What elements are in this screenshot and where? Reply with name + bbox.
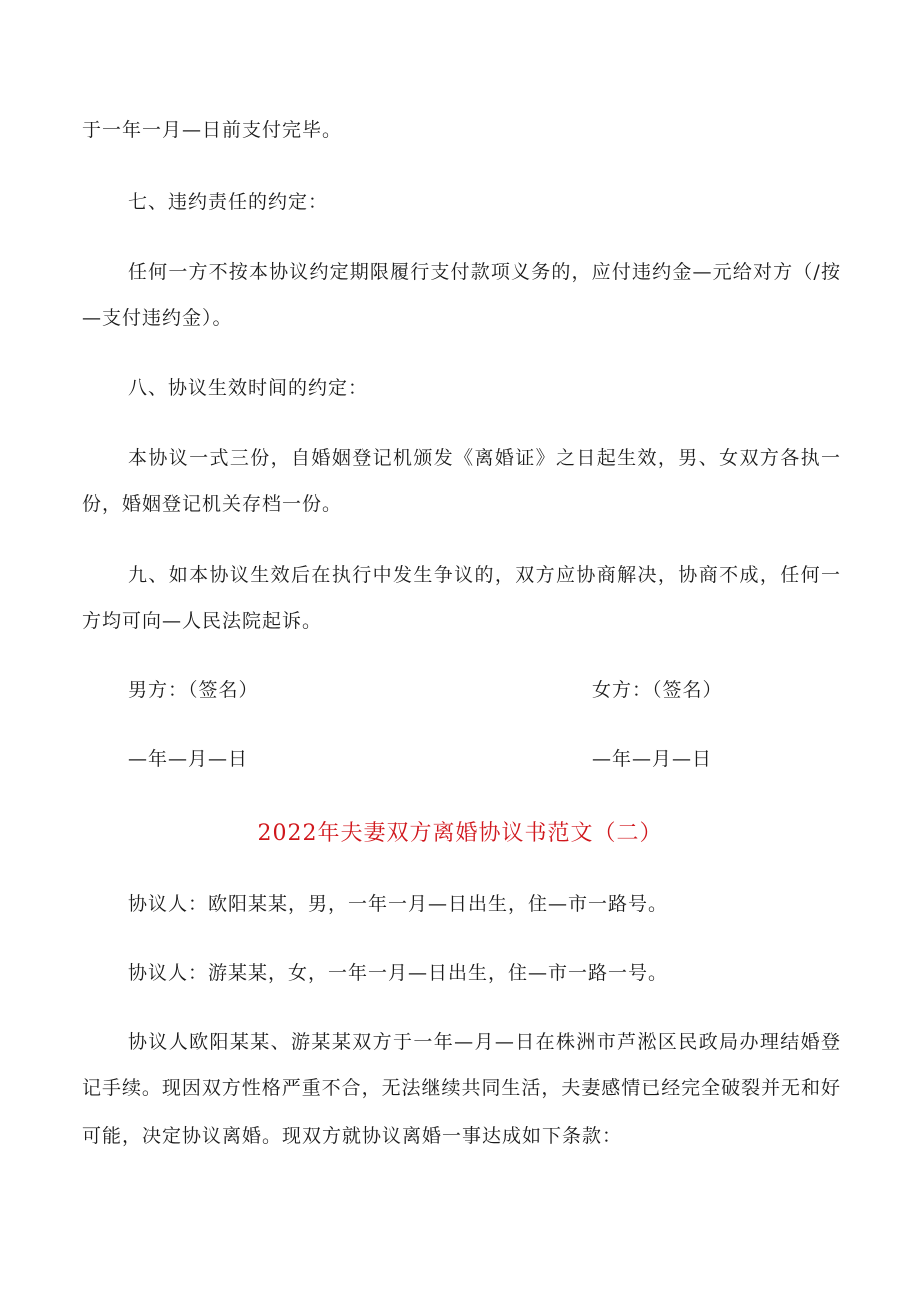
female-signature-label: 女方：（签名） [592,679,723,701]
intro-line-1: 协议人欧阳某某、游某某双方于一年—月—日在株洲市芦淞区民政局办理结婚登 [128,1031,840,1053]
section-8-body-line-2: 份，婚姻登记机关存档一份。 [82,493,343,515]
paragraph-continuation: 于一年一月—日前支付完毕。 [82,119,343,141]
document-title: 2022年夫妻双方离婚协议书范文（二） [257,821,663,846]
section-7-body-line-1: 任何一方不按本协议约定期限履行支付款项义务的，应付违约金—元给对方（/按 [128,261,840,283]
male-signature-date: —年—月—日 [128,748,249,770]
section-9-line-1: 九、如本协议生效后在执行中发生争议的，双方应协商解决，协商不成，任何一 [128,564,840,586]
section-8-heading: 八、协议生效时间的约定： [128,377,369,399]
party-2: 协议人：游某某，女，一年一月—日出生，住—市一路一号。 [128,962,669,984]
section-7-body-line-2: —支付违约金）。 [82,307,233,329]
section-9-line-2: 方均可向—人民法院起诉。 [82,610,323,632]
female-signature-date: —年—月—日 [592,748,713,770]
male-signature-label: 男方：（签名） [128,679,259,701]
intro-line-2: 记手续。现因双方性格严重不合，无法继续共同生活，夫妻感情已经完全破裂并无和好 [82,1077,840,1099]
intro-line-3: 可能，决定协议离婚。现双方就协议离婚一事达成如下条款： [82,1125,623,1147]
party-1: 协议人：欧阳某某，男，一年一月—日出生，住—市一路号。 [128,893,669,915]
section-8-body-line-1: 本协议一式三份，自婚姻登记机颁发《离婚证》之日起生效，男、女双方各执一 [128,447,840,469]
section-7-heading: 七、违约责任的约定： [128,191,329,213]
